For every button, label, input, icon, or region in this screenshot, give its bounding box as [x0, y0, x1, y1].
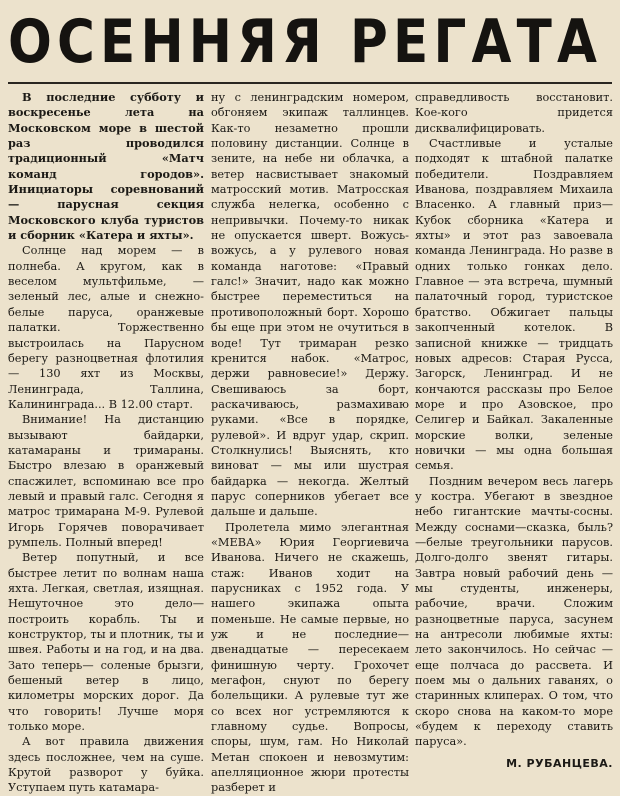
paragraph: А вот правила движения здесь посложнее, чем на суше. Крутой разворот у буйка. Уступаем путь катамара- — [8, 735, 204, 795]
lead-paragraph: В последние субботу и воскресенье лета на Московском море в шестой раз проводился традиционный «Матч команд городов». Инициаторы соревнований — парусная секция Московского клуба туристов и сборник «Катера и яхты». — [8, 90, 204, 243]
paragraph: справедливость восстановит. Кое-кого придется дисквалифицировать. — [415, 91, 613, 135]
article-column-1 — [8, 90, 204, 795]
paragraph: Солнце над морем — в полнеба. А кругом, как в веселом мультфильме, — зеленый лес, алые и снежно-белые паруса, оранжевые палатки. Торжественно выстроилась на Парусном берегу разноцветная флотилия— 130 яхт из Москвы, Ленинграда, Таллина, Калининграда... В 12.00 старт. — [8, 244, 204, 411]
article-column-3 — [415, 90, 613, 770]
paragraph: ну с ленинградским номером, обгоняем экипаж таллинцев. Как-то незаметно прошли половину дистанции. Солнце в зените, на небе ни облачка, а ветер насвистывает знакомый матросский мотив. Матросская служба нелегка, особенно с непривычки. Почему-то никак не опускается шверт. Вожусь-вожусь, а у рулевого новая команда наготове: «Правый галс!» Значит, надо как можно быстрее переместиться на противоположный борт. Хорошо бы еще при этом не очутиться в воде! Тут тримаран резко кренится набок. «Матрос, держи равновесие!» Держу. Свешиваюсь за борт, раскачиваюсь, размахиваю руками. «Все в порядке, рулевой». И вдруг удар, скрип. Столкнулись! Выяснять, кто виноват — мы или шустрая байдарка — некогда. Желтый парус соперников убегает все дальше и дальше. — [211, 91, 409, 519]
paragraph: Счастливые и усталые подходят к штабной палатке победители. Поздравляем Иванова, поздравляем Михаила Власенко. А главный приз— Кубок сборника «Катера и яхты» и этот раз завоевала команда Ленинграда. Но разве в одних только гонках дело. Главное — эта встреча, шумный палаточный город, туристское братство. Обжигает пальцы закопченный котелок. В записной книжке — тридцать новых адресов: Старая Русса, Загорск, Ленинград. И не кончаются рассказы про Белое море и про Азовское, про Селигер и Байкал. Закаленные морские волки, зеленые новички — мы одна большая семья. — [415, 137, 613, 473]
paragraph: Поздним вечером весь лагерь у костра. Убегают в звездное небо гигантские мачты-сосны. Между соснами—сказка, быль?—белые треугольники парусов. Долго-долго звенят гитары. Завтра новый рабочий день — мы студенты, инженеры, рабочие, врачи. Сложим разноцветные паруса, засунем на антресоли любимые яхты: лето закончилось. Но сейчас — еще полчаса до рассвета. И поем мы о дальних гаванях, о старинных клиперах. О том, что скоро снова на каком-то море «будем к переходу ставить паруса». — [415, 474, 613, 749]
paragraph: Внимание! На дистанцию вызывают байдарки, катамараны и тримараны. Быстро влезаю в оранжевый спасжилет, вспоминаю все про левый и правый галс. Сегодня я матрос тримарана М-9. Рулевой Игорь Горячев поворачивает румпель. Полный вперед! — [8, 413, 204, 549]
article-column-2 — [211, 90, 409, 795]
paragraph: Ветер попутный, и все быстрее летит по волнам наша яхта. Легкая, светлая, изящная. Нешуточное это дело—построить корабль. Ты и конструктор, ты и плотник, ты и швея. Работы и на год, и на два. Зато теперь— соленые брызги, бешеный ветер в лицо, километры морских дорог. Да что говорить! Лучше моря только море. — [8, 551, 204, 734]
author-signature: М. РУБАНЦЕВА. — [506, 756, 613, 770]
headline-rule — [8, 82, 612, 84]
paragraph: Пролетела мимо элегантная «МЕВА» Юрия Георгиевича Иванова. Ничего не скажешь, стаж: Иванов ходит на парусниках с 1952 года. У нашего экипажа опыта поменьше. Не самые первые, но уж и не последние— двенадцатые — пересекаем финишную черту. Грохочет мегафон, снуют по берегу болельщики. А рулевые тут же со всех ног устремляются к главному судье. Вопросы, споры, шум, гам. Но Николай Метан спокоен и невозмутим: апелляционное жюри протесты разберет и — [211, 520, 409, 795]
article-headline: ОСЕННЯЯ РЕГАТА — [8, 7, 603, 77]
